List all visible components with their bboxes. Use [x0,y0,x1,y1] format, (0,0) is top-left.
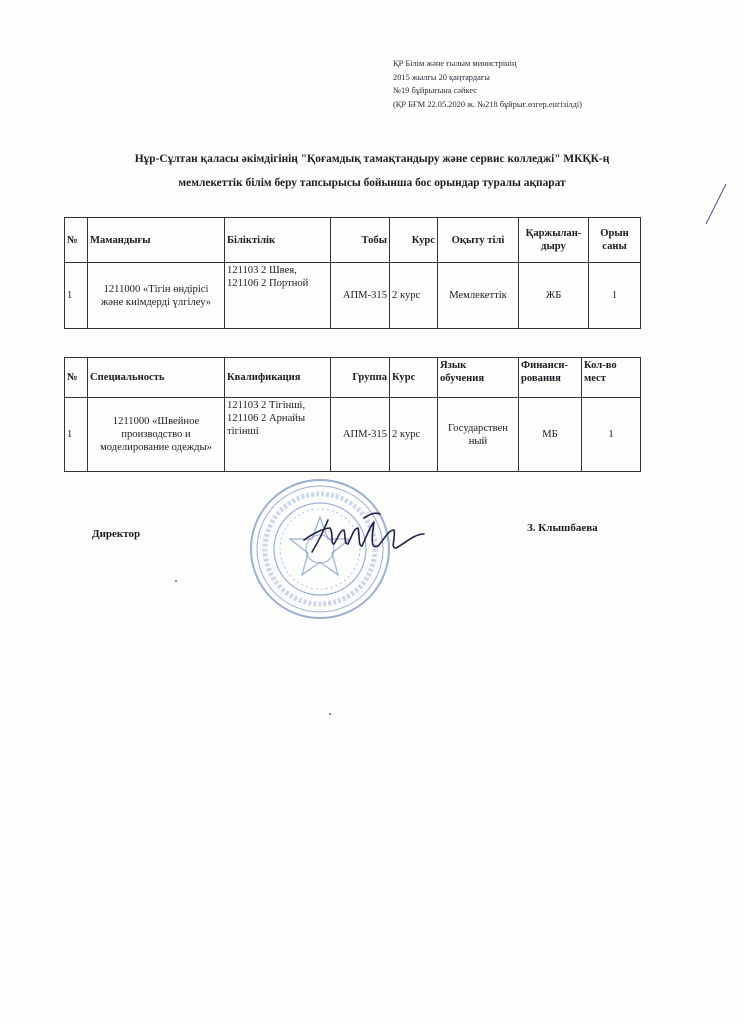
header-course: Курс [390,218,438,263]
document-title-line: Нұр-Сұлтан қаласы әкімдігінің "Қоғамдық тамақтандыру және сервис колледжі" МКҚК-ң [134,153,610,165]
header-language-line: обучения [440,373,485,384]
table-row [65,398,641,472]
cell-group: АПМ-315 [331,263,390,329]
header-seats [582,358,641,398]
order-reference-line: №19 бұйрығына сәйкес [393,86,477,96]
cell-seats: 1 [582,398,641,472]
header-funding-line: дыру [541,241,566,252]
cell-qualification [225,398,331,472]
cell-num: 1 [65,263,88,329]
cell-qualification-line: 121106 2 Арнайы [227,413,306,424]
vacancy-table-russian [64,357,641,472]
order-reference-line: ҚР Білім және ғылым министрінің [393,59,517,68]
header-funding-line: рования [521,373,561,384]
table-header-row [65,358,641,398]
order-reference-line: (ҚР БҒМ 22.05.2020 ж. №218 бұйрығ.өзгер.енгізілді) [393,99,582,109]
header-seats-line: Орын [600,228,629,239]
cell-language: Мемлекеттік [438,263,519,329]
table-header-row [65,218,641,263]
header-language-line: Язык [440,360,467,371]
cell-num: 1 [65,398,88,472]
header-group: Тобы [331,218,390,263]
scan-speck [175,580,177,582]
cell-specialty-line: производство и [121,429,191,440]
order-reference-note [393,57,582,111]
header-funding-line: Финанси- [521,360,569,371]
header-funding-line: Қаржылан- [525,228,582,239]
header-num: № [65,358,88,398]
director-label: Директор [92,528,141,540]
cell-language [438,398,519,472]
header-course: Курс [390,358,438,398]
cell-course: 2 курс [390,398,438,472]
header-seats-line: мест [584,373,606,384]
header-num: № [65,218,88,263]
cell-qualification-line: 121103 2 Тігінші, [227,400,306,411]
header-seats [589,218,641,263]
scan-speck [329,713,331,715]
director-name: З. Клышбаева [527,522,598,534]
header-specialty: Мамандығы [88,218,225,263]
document-title [40,147,704,195]
cell-language-line: ный [468,435,488,447]
header-qualification: Квалификация [225,358,331,398]
cell-qualification-line: тігінші [227,426,259,437]
vacancy-table-kazakh [64,217,641,329]
director-signature-icon [300,500,440,570]
header-funding [519,358,582,398]
cell-qualification [225,263,331,329]
cell-course: 2 курс [390,263,438,329]
header-language: Оқыту тілі [438,218,519,263]
cell-specialty [88,263,225,329]
cell-specialty-line: 1211000 «Тігін өндірісі [103,283,209,295]
cell-seats: 1 [589,263,641,329]
cell-specialty-line: 1211000 «Швейное [112,416,200,427]
header-specialty: Специальность [88,358,225,398]
header-seats-line: саны [602,241,627,252]
table-row [65,263,641,329]
header-group: Группа [331,358,390,398]
cell-specialty-line: моделирование одежды» [100,442,212,453]
cell-qualification-line: 121106 2 Портной [227,278,309,289]
header-seats-line: Кол-во [584,360,617,371]
cell-funding: МБ [519,398,582,472]
cell-specialty-line: және киімдерді үлгілеу» [100,296,212,308]
header-language [438,358,519,398]
cell-qualification-line: 121103 2 Швея, [227,265,297,276]
header-qualification: Біліктілік [225,218,331,263]
header-funding [519,218,589,263]
document-title-line: мемлекеттік білім беру тапсырысы бойынша бос орындар туралы ақпарат [178,177,566,189]
cell-language-line: Государствен [448,422,508,434]
cell-funding: ЖБ [519,263,589,329]
margin-pen-mark-icon [700,180,730,230]
cell-specialty [88,398,225,472]
order-reference-line: 2015 жылғы 20 қаңтардағы [393,72,490,82]
cell-group: АПМ-315 [331,398,390,472]
